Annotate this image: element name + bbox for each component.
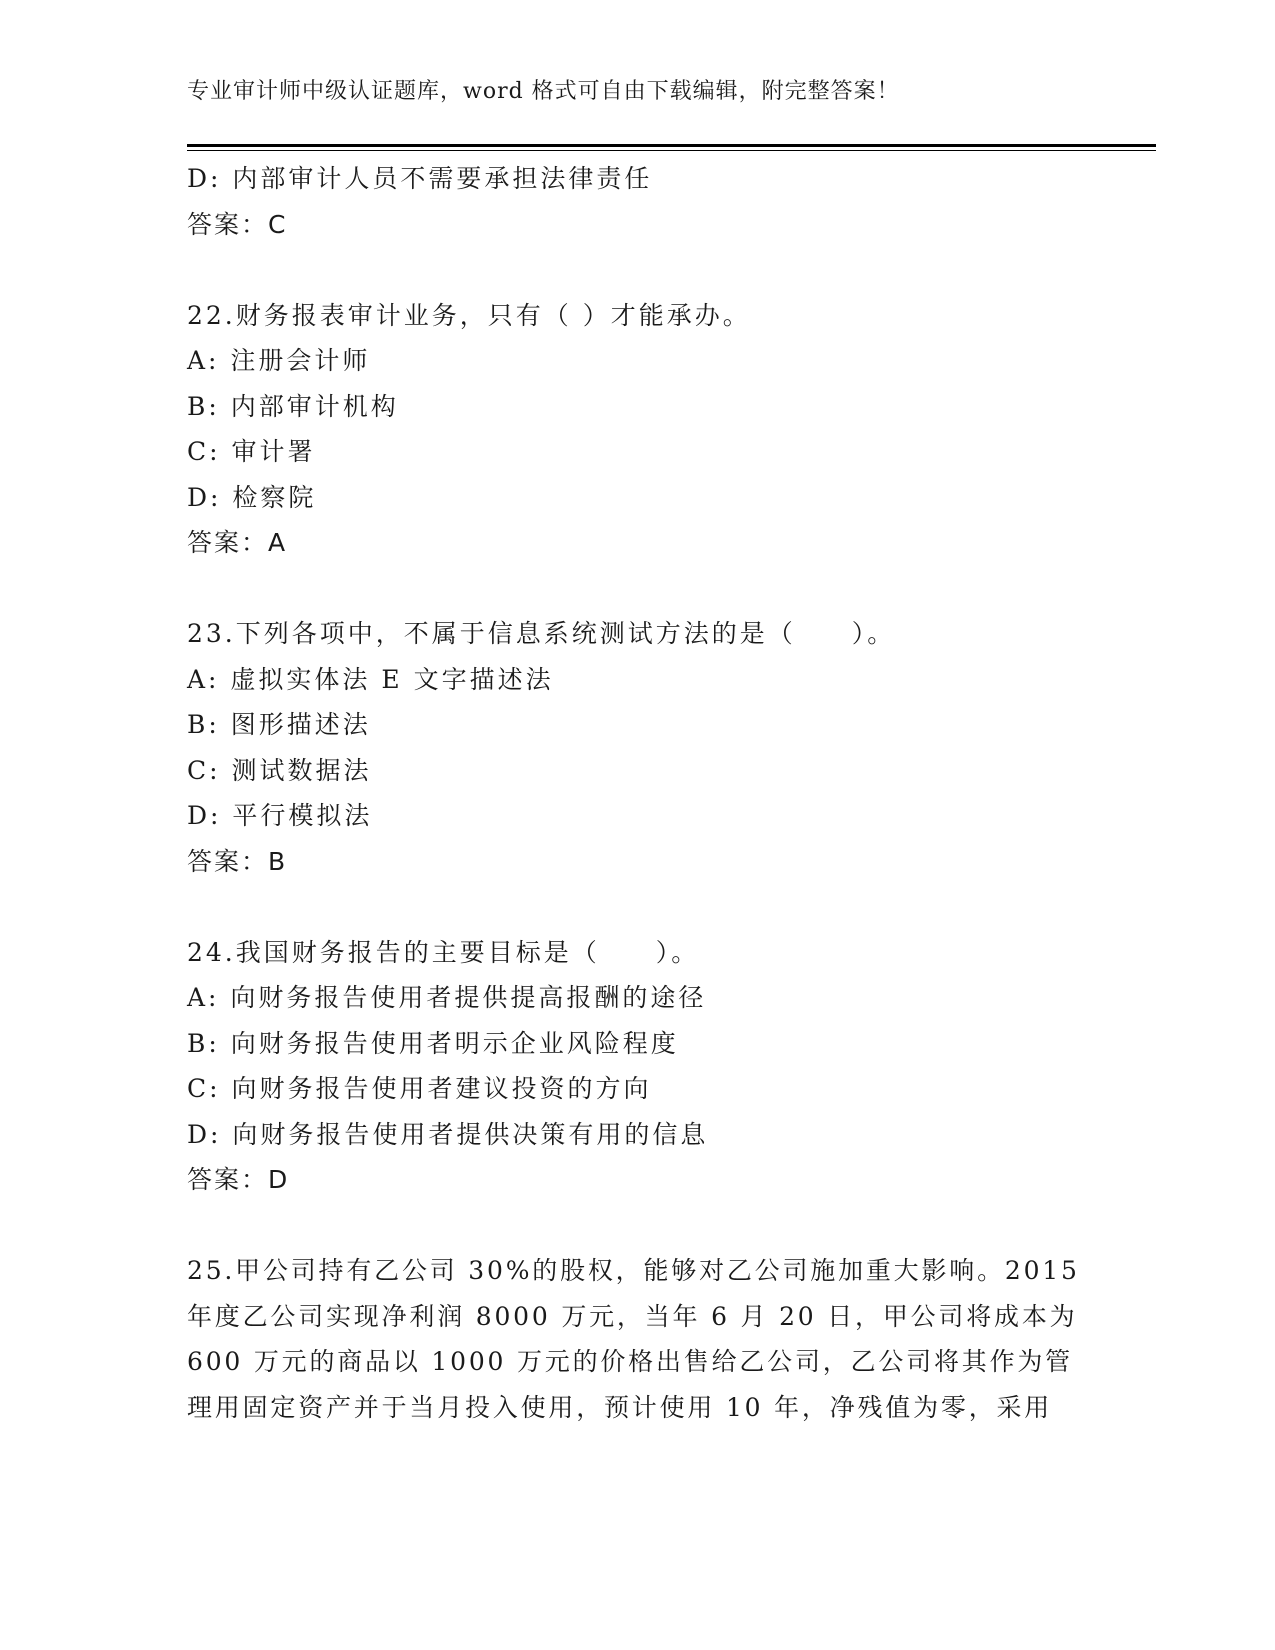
answer-line [187, 520, 1117, 566]
question-23 [187, 611, 1117, 884]
header-rule-thick [187, 144, 1156, 147]
answer-label: 答案： [187, 528, 269, 557]
question-text-line: 年度乙公司实现净利润 8000 万元，当年 6 月 20 日，甲公司将成本为 [187, 1301, 1078, 1331]
question-stem: 24.我国财务报告的主要目标是（ ）。 [187, 937, 700, 967]
spacer [187, 1203, 1117, 1249]
option-d: D: 内部审计人员不需要承担法律责任 [187, 164, 653, 193]
option-a: A: 虚拟实体法 E 文字描述法 [187, 664, 554, 694]
option-b: B: 内部审计机构 [187, 391, 399, 421]
option-b: B: 向财务报告使用者明示企业风险程度 [187, 1028, 679, 1058]
option-c: C: 测试数据法 [187, 755, 372, 785]
answer-value: B [268, 846, 288, 876]
option-a: A: 向财务报告使用者提供提高报酬的途径 [187, 983, 707, 1012]
question-22 [187, 293, 1117, 566]
header-rule-thin [187, 150, 1156, 151]
answer-line [187, 202, 1117, 248]
spacer [187, 566, 1117, 612]
option-c: C: 审计署 [187, 437, 316, 466]
document-body [187, 156, 1117, 1430]
question-text-line: 600 万元的商品以 1000 万元的价格出售给乙公司，乙公司将其作为管 [187, 1347, 1073, 1376]
answer-label: 答案： [187, 846, 269, 876]
answer-value: A [268, 528, 288, 557]
carryover-block [187, 156, 1117, 247]
option-d: D: 平行模拟法 [187, 801, 373, 830]
question-text-line: 25.甲公司持有乙公司 30%的股权，能够对乙公司施加重大影响。2015 [187, 1256, 1080, 1285]
option-d: D: 检察院 [187, 482, 317, 512]
answer-value: C [268, 209, 288, 239]
question-24 [187, 930, 1117, 1203]
option-b: B: 图形描述法 [187, 710, 371, 739]
spacer [187, 247, 1117, 293]
page-header: 专业审计师中级认证题库，word 格式可自由下载编辑，附完整答案！ [187, 79, 900, 104]
spacer [187, 884, 1117, 930]
question-25 [187, 1248, 1117, 1430]
answer-label: 答案： [187, 1165, 269, 1194]
answer-label: 答案： [187, 209, 269, 239]
answer-line [187, 839, 1117, 885]
answer-line [187, 1157, 1117, 1203]
option-d: D: 向财务报告使用者提供决策有用的信息 [187, 1119, 709, 1149]
question-stem: 22.财务报表审计业务，只有（ ）才能承办。 [187, 300, 751, 330]
question-text-line: 理用固定资产并于当月投入使用，预计使用 10 年，净残值为零，采用 [187, 1392, 1053, 1422]
question-stem: 23.下列各项中，不属于信息系统测试方法的是（ ）。 [187, 619, 896, 648]
option-a: A: 注册会计师 [187, 346, 371, 375]
answer-value: D [268, 1165, 290, 1194]
option-c: C: 向财务报告使用者建议投资的方向 [187, 1074, 652, 1103]
